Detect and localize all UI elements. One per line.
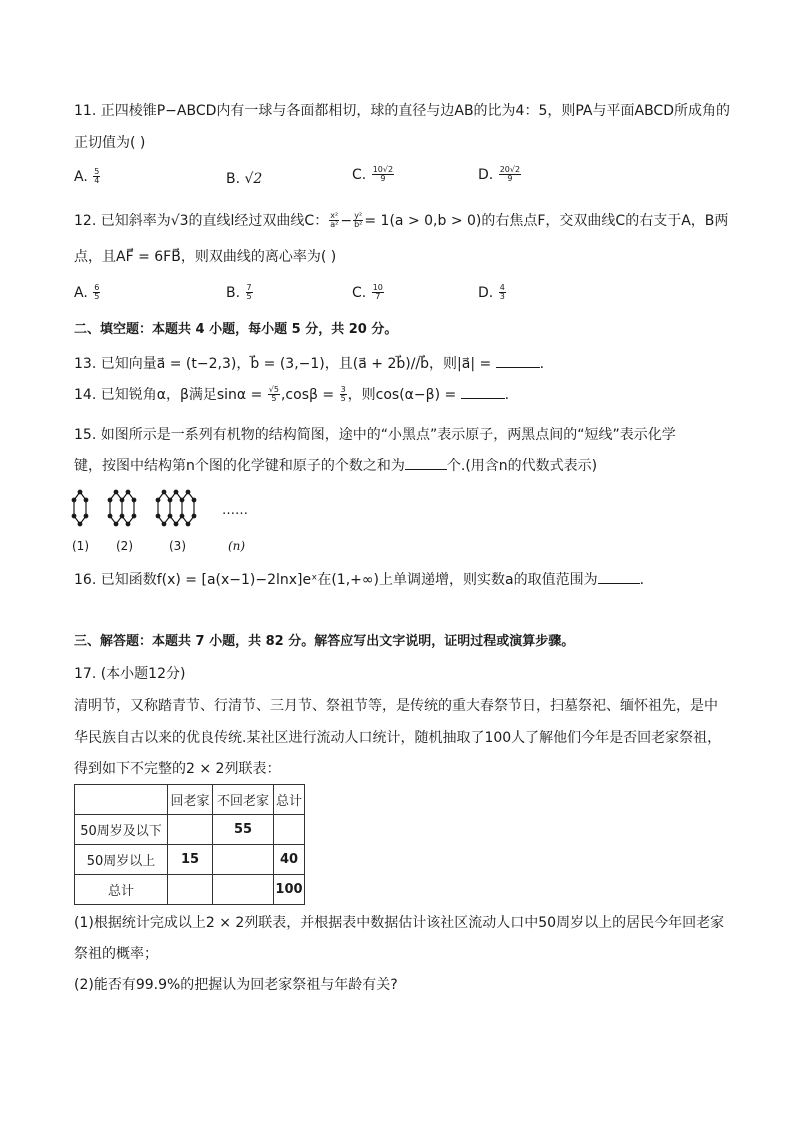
table-cell: 50周岁及以下 (75, 815, 168, 845)
fraction-x: $\frac{\text{x²}}{\text{a²}}$ (330, 211, 339, 230)
q17-subquestion-1a: (1)根据统计完成以上2 × 2列联表，并根据表中数据估计该社区流动人口中50周岁以上的居民今年回老家 (74, 915, 725, 931)
q13: 13. 已知向量a⃗ = (t−2,3)，b⃗ = (3,−1)，且(a⃗ + 2b⃗)//b⃗，则|a⃗| = . (74, 356, 545, 372)
fraction: $\frac{5}{4}$ (94, 167, 100, 186)
answer-blank (496, 366, 540, 368)
table-cell (213, 875, 274, 905)
table-cell (168, 875, 213, 905)
table-cell: 55 (213, 815, 274, 845)
q11-line1: 11. 正四棱锥P−ABCD内有一球与各面都相切，球的直径与边AB的比为4：5，则PA与平面ABCD所成角的 (74, 103, 730, 119)
fraction-y: $\frac{\text{y²}}{\text{b²}}$ (354, 211, 363, 230)
q12-option-b: B. $\frac{7}{5}$ (226, 283, 252, 302)
q17-paragraph-2: 华民族自古以来的优良传统.某社区进行流动人口统计，随机抽取了100人了解他们今年是否回老家祭祖， (74, 730, 722, 746)
q11-option-b: B. √2 (226, 171, 263, 187)
q17-paragraph-3: 得到如下不完整的2 × 2列联表： (74, 761, 281, 777)
fraction: $\frac{10√2}{9}$ (372, 165, 394, 184)
q11-option-d: D. $\frac{20√2}{9}$ (478, 165, 521, 184)
fraction: $\frac{10}{7}$ (372, 283, 383, 302)
q14: 14. 已知锐角α，β满足sinα = $\frac{√5}{5}$ ,cosβ = $\frac{3}{5}$ ，则cos(α−β) = . (74, 385, 510, 404)
q12-line2: 点，且AF⃗ = 6FB⃗，则双曲线的离心率为( ) (74, 249, 337, 265)
q12-option-d: D. $\frac{4}{3}$ (478, 283, 505, 302)
q17-subquestion-2: (2)能否有99.9%的把握认为回老家祭祖与年龄有关? (74, 977, 398, 993)
figure-label-1: (1) (72, 539, 89, 553)
table-cell (168, 815, 213, 845)
q12-option-c: C. $\frac{10}{7}$ (352, 283, 383, 302)
figure-label-2: (2) (116, 539, 133, 553)
table-row (75, 815, 305, 845)
table-row (75, 875, 305, 905)
molecule-2 (108, 490, 136, 526)
table-header-cell (75, 785, 168, 815)
q17-paragraph-1: 清明节，又称踏青节、行清节、三月节、祭祖节等，是传统的重大春祭节日，扫墓祭祀、缅怀祖先，是中 (74, 698, 718, 714)
q11-option-c: C. $\frac{10√2}{9}$ (352, 165, 394, 184)
table-cell: 100 (274, 875, 305, 905)
q16: 16. 已知函数f(x) = [a(x−1)−2lnx]eˣ在(1,+∞)上单调递增，则实数a的取值范围为 . (74, 572, 645, 588)
answer-blank (461, 397, 505, 399)
table-cell (274, 815, 305, 845)
fraction: $\frac{3}{5}$ (340, 385, 346, 404)
fraction: $\frac{7}{5}$ (246, 283, 252, 302)
q17-subquestion-1b: 祭祖的概率； (74, 946, 158, 962)
fraction: $\frac{20√2}{9}$ (499, 165, 521, 184)
q12-line1: 12. 已知斜率为√3的直线l经过双曲线C： $\frac{\text{x²}}{\text{a²}}$ − $\frac{\text{y²}}{\text{b²}}$ = 1(a > 0,b > 0)的右焦点F，交双曲线C的右支于A，B两 (74, 211, 729, 230)
table-cell: 50周岁以上 (75, 845, 168, 875)
table-cell: 40 (274, 845, 305, 875)
table-cell: 总计 (75, 875, 168, 905)
figure-label-n: (n) (228, 539, 246, 553)
table-header-row (75, 785, 305, 815)
q15-line2: 键，按图中结构第n个图的化学键和原子的个数之和为 个.(用含n的代数式表示) (74, 458, 598, 474)
ellipsis: …… (222, 503, 248, 518)
q11-option-a: A. $\frac{5}{4}$ (74, 167, 100, 186)
fraction: $\frac{6}{5}$ (94, 283, 100, 302)
fraction: $\frac{√5}{5}$ (268, 385, 279, 404)
table-cell: 15 (168, 845, 213, 875)
fraction: $\frac{4}{3}$ (499, 283, 505, 302)
q11-line2: 正切值为( ) (74, 135, 146, 151)
q15-line1: 15. 如图所示是一系列有机物的结构简图，途中的“小黑点”表示原子，两黑点间的“短线”表示化学 (74, 427, 676, 443)
section-2-heading: 二、填空题：本题共 4 小题，每小题 5 分，共 20 分。 (74, 322, 398, 337)
answer-blank (405, 468, 447, 470)
contingency-table (74, 784, 305, 905)
section-3-heading: 三、解答题：本题共 7 小题，共 82 分。解答应写出文字说明，证明过程或演算步骤。 (74, 634, 575, 649)
molecule-3 (156, 490, 196, 526)
figure-label-3: (3) (169, 539, 186, 553)
molecule-1 (72, 490, 88, 526)
table-cell (213, 845, 274, 875)
q17-title: 17. (本小题12分) (74, 666, 186, 682)
answer-blank (598, 582, 640, 584)
table-header-cell: 总计 (274, 785, 305, 815)
table-header-cell: 回老家 (168, 785, 213, 815)
table-header-cell: 不回老家 (213, 785, 274, 815)
table-row (75, 845, 305, 875)
q12-option-a: A. $\frac{6}{5}$ (74, 283, 100, 302)
